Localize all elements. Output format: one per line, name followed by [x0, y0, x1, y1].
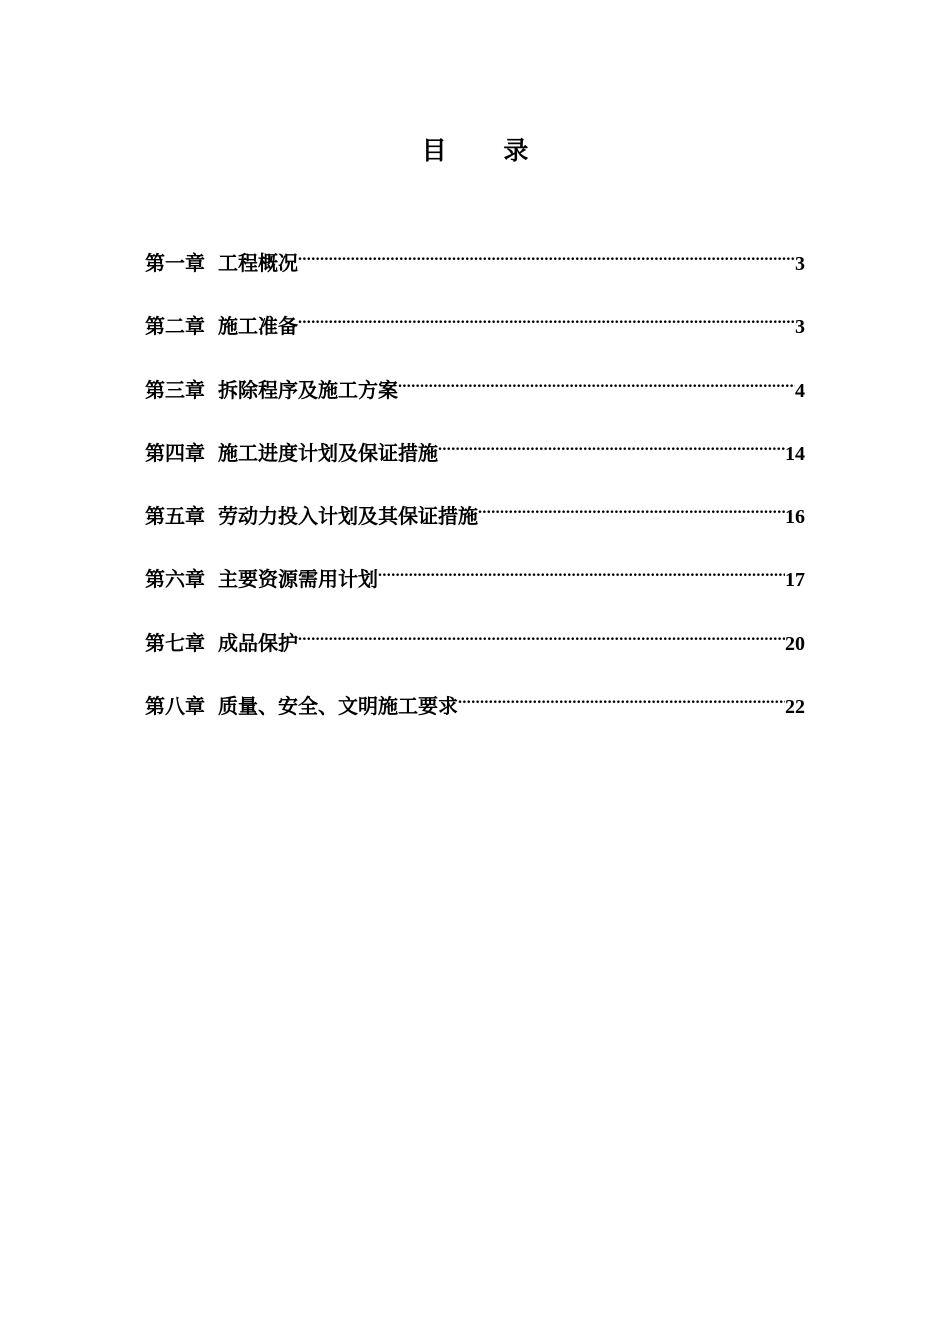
toc-chapter-number: 第一章	[145, 251, 205, 275]
toc-dot-leader	[378, 552, 785, 586]
toc-entry[interactable]	[145, 299, 805, 362]
toc-entry[interactable]	[145, 616, 805, 679]
toc-chapter-number: 第六章	[145, 567, 205, 592]
toc-page-number: 22	[785, 696, 805, 719]
toc-chapter-title: 成品保护	[218, 630, 298, 655]
toc-dot-leader	[398, 363, 795, 397]
toc-entry[interactable]	[145, 363, 805, 426]
toc-page-number: 4	[795, 379, 805, 402]
toc-entry[interactable]	[145, 426, 805, 489]
toc-entry[interactable]	[145, 552, 805, 615]
toc-chapter-number: 第七章	[145, 630, 205, 655]
toc-page-number: 17	[785, 569, 805, 592]
toc-dot-leader	[458, 679, 785, 713]
toc-list	[145, 236, 805, 742]
toc-entry[interactable]	[145, 236, 805, 299]
toc-entry[interactable]	[145, 679, 805, 742]
toc-dot-leader	[298, 299, 795, 333]
toc-page-number: 3	[795, 253, 805, 275]
toc-chapter-title: 施工进度计划及保证措施	[218, 440, 438, 465]
toc-dot-leader	[298, 616, 785, 650]
toc-page-number: 16	[785, 506, 805, 529]
toc-chapter-title: 拆除程序及施工方案	[218, 377, 398, 402]
toc-chapter-title: 工程概况	[218, 251, 298, 275]
toc-chapter-number: 第三章	[145, 377, 205, 402]
toc-chapter-number: 第四章	[145, 440, 205, 465]
toc-chapter-number: 第二章	[145, 314, 205, 339]
toc-dot-leader	[298, 236, 795, 270]
toc-dot-leader	[478, 489, 785, 523]
toc-page-number: 3	[795, 316, 805, 339]
toc-chapter-title: 质量、安全、文明施工要求	[218, 694, 458, 719]
toc-chapter-title: 施工准备	[218, 314, 298, 339]
toc-entry[interactable]	[145, 489, 805, 552]
toc-chapter-title: 主要资源需用计划	[218, 567, 378, 592]
toc-dot-leader	[438, 426, 785, 460]
toc-page-number: 14	[785, 442, 805, 465]
toc-page-number: 20	[785, 632, 805, 655]
toc-chapter-number: 第八章	[145, 694, 205, 719]
toc-chapter-title: 劳动力投入计划及其保证措施	[218, 504, 478, 529]
toc-title: 目 录	[421, 136, 553, 165]
toc-chapter-number: 第五章	[145, 504, 205, 529]
